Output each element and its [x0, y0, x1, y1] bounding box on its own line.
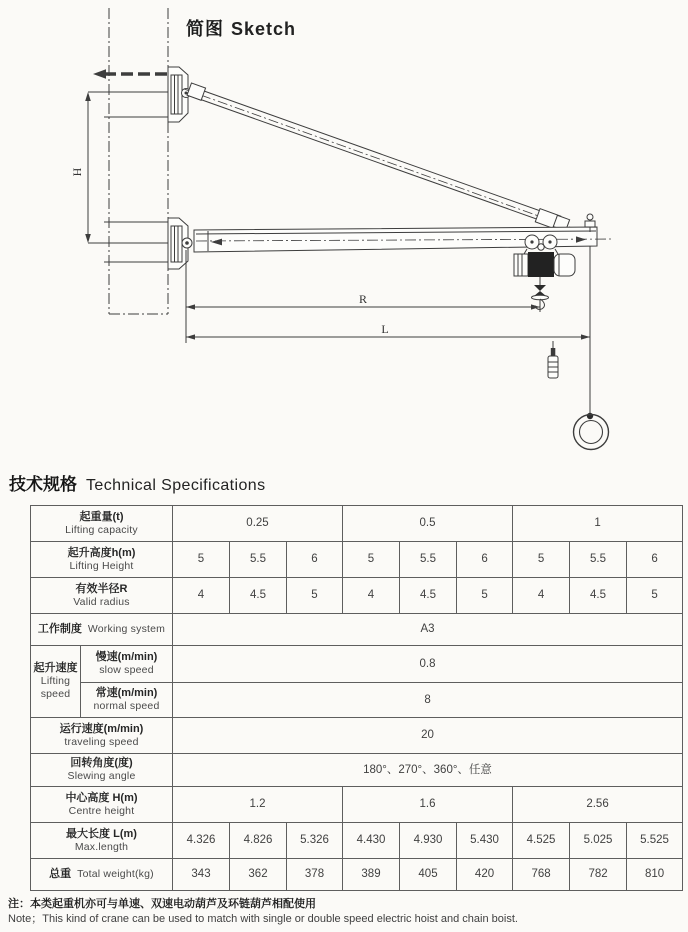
- label-en: traveling speed: [64, 735, 139, 748]
- section-title-en: Technical Specifications: [86, 477, 266, 494]
- radius-value: 4: [513, 578, 570, 614]
- row-lifting-capacity: [31, 506, 683, 542]
- height-value: 6: [287, 542, 343, 578]
- max-length-value: 5.025: [570, 823, 627, 859]
- capacity-value: 1: [513, 506, 683, 542]
- label-cn: 慢速(m/min): [95, 651, 158, 663]
- label-normal-speed: [81, 683, 173, 718]
- dim-label-l: L: [381, 322, 389, 336]
- label-en: Lifting speed: [40, 675, 71, 700]
- label-cn: 起升速度: [33, 662, 78, 674]
- radius-value: 4.5: [400, 578, 457, 614]
- label-en: Total weight(kg): [77, 868, 154, 880]
- label-lifting-height: [31, 542, 173, 578]
- dimension-r: [186, 250, 540, 343]
- label-working-system: [31, 614, 173, 646]
- radius-value: 5: [287, 578, 343, 614]
- label-traveling-speed: [31, 718, 173, 754]
- total-weight-value: 362: [230, 859, 287, 891]
- label-cn: 回转角度(度): [70, 757, 133, 769]
- label-en: normal speed: [93, 700, 160, 712]
- max-length-value: 4.930: [400, 823, 457, 859]
- label-cn: 中心高度 H(m): [65, 791, 138, 804]
- total-weight-value: 343: [173, 859, 230, 891]
- height-value: 5: [513, 542, 570, 578]
- radius-value: 4.5: [570, 578, 627, 614]
- label-en: Working system: [87, 623, 166, 635]
- centre-height-value: 2.56: [513, 787, 683, 823]
- label-valid-radius: [31, 578, 173, 614]
- row-valid-radius: [31, 578, 683, 614]
- label-cn: 起重量(t): [79, 510, 124, 523]
- technical-specifications-table: [30, 505, 683, 891]
- label-total-weight: [31, 859, 173, 891]
- sketch-title-en: Sketch: [231, 19, 297, 39]
- label-en: Lifting capacity: [65, 523, 138, 536]
- row-slewing-angle: [31, 754, 683, 787]
- label-centre-height: [31, 787, 173, 823]
- label-lifting-speed: [31, 646, 81, 718]
- radius-value: 4: [173, 578, 230, 614]
- height-value: 6: [457, 542, 513, 578]
- label-en: Centre height: [68, 804, 135, 817]
- label-en: Max.length: [74, 840, 129, 853]
- lifting-ring: [574, 246, 609, 450]
- total-weight-value: 810: [627, 859, 683, 891]
- total-weight-value: 420: [457, 859, 513, 891]
- centre-height-value: 1.6: [343, 787, 513, 823]
- label-cn: 有效半径R: [75, 582, 128, 595]
- height-value: 5.5: [230, 542, 287, 578]
- dimension-l: [186, 322, 590, 340]
- height-value: 5.5: [400, 542, 457, 578]
- label-cn: 最大长度 L(m): [66, 827, 137, 840]
- label-slewing-angle: [31, 754, 173, 787]
- sketch-title-cn: 简图: [186, 19, 224, 39]
- label-en: Valid radius: [73, 595, 130, 608]
- row-max-length: [31, 823, 683, 859]
- lower-bracket: [168, 218, 192, 269]
- max-length-value: 4.326: [173, 823, 230, 859]
- radius-value: 4: [343, 578, 400, 614]
- total-weight-value: 768: [513, 859, 570, 891]
- label-slow-speed: [81, 646, 173, 683]
- row-total-weight: [31, 859, 683, 891]
- dim-label-r: R: [358, 292, 368, 306]
- row-normal-speed: [31, 683, 683, 718]
- working-system-value: A3: [173, 614, 683, 646]
- height-value: 5: [343, 542, 400, 578]
- max-length-value: 4.525: [513, 823, 570, 859]
- normal-speed-value: 8: [173, 683, 683, 718]
- slewing-angle-value: 180°、270°、360°、任意: [173, 754, 683, 787]
- section-title-cn: 技术规格: [9, 475, 77, 494]
- row-working-system: [31, 614, 683, 646]
- tie-rod: [184, 83, 572, 231]
- row-lifting-height: [31, 542, 683, 578]
- footnote-cn: 注：本类起重机亦可与单速、双速电动葫芦及环链葫芦相配使用: [8, 898, 316, 910]
- wall-anchor-arrow-icon: [93, 69, 167, 79]
- max-length-value: 4.826: [230, 823, 287, 859]
- capacity-value: 0.5: [343, 506, 513, 542]
- max-length-value: 4.430: [343, 823, 400, 859]
- row-traveling-speed: [31, 718, 683, 754]
- max-length-value: 5.326: [287, 823, 343, 859]
- label-lifting-capacity: [31, 506, 173, 542]
- row-slow-speed: [31, 646, 683, 683]
- label-cn: 运行速度(m/min): [59, 722, 144, 735]
- capacity-value: 0.25: [173, 506, 343, 542]
- label-max-length: [31, 823, 173, 859]
- total-weight-value: 782: [570, 859, 627, 891]
- dimension-h: [70, 92, 168, 262]
- total-weight-value: 389: [343, 859, 400, 891]
- row-centre-height: [31, 787, 683, 823]
- label-en: Slewing angle: [67, 770, 136, 782]
- label-cn: 常速(m/min): [95, 687, 158, 699]
- max-length-value: 5.430: [457, 823, 513, 859]
- height-value: 5: [173, 542, 230, 578]
- max-length-value: 5.525: [627, 823, 683, 859]
- radius-value: 5: [627, 578, 683, 614]
- height-value: 6: [627, 542, 683, 578]
- height-value: 5.5: [570, 542, 627, 578]
- traveling-speed-value: 20: [173, 718, 683, 754]
- footnote: [8, 897, 518, 927]
- section-title: [9, 470, 265, 495]
- footnote-en: Note；This kind of crane can be used to match with single or double speed electric hoist and chain boist.: [8, 913, 518, 925]
- radius-value: 4.5: [230, 578, 287, 614]
- label-en: slow speed: [99, 664, 154, 676]
- label-cn: 起升高度h(m): [67, 546, 136, 559]
- dim-label-h: H: [70, 167, 84, 177]
- label-cn: 总重: [49, 868, 72, 880]
- total-weight-value: 378: [287, 859, 343, 891]
- centre-height-value: 1.2: [173, 787, 343, 823]
- wall-column: [109, 8, 168, 314]
- slow-speed-value: 0.8: [173, 646, 683, 683]
- label-cn: 工作制度: [37, 623, 82, 635]
- sketch-title: [186, 15, 296, 41]
- label-en: Lifting Height: [69, 559, 134, 572]
- radius-value: 5: [457, 578, 513, 614]
- pendant-control: [548, 341, 558, 378]
- total-weight-value: 405: [400, 859, 457, 891]
